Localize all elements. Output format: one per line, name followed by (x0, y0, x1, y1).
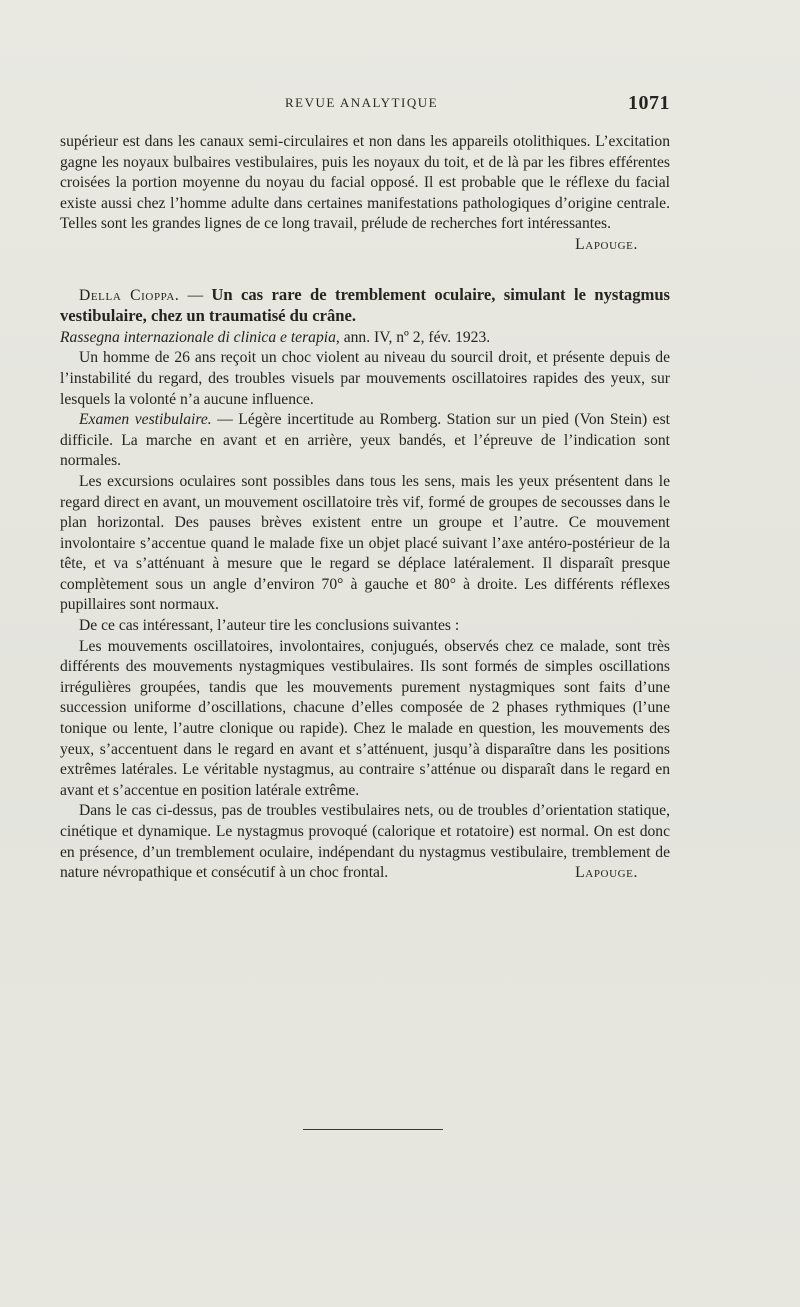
author-name: Della Cioppa. (79, 286, 180, 304)
continuation-paragraph: supérieur est dans les canaux semi-circulaires et non dans les appareils otolithiques. L’excitation gagne les noyaux bulbaires vestibulaires, puis les noyaux du toit, et de là par les fibres efférentes croisées la portion moyenne du noyau du facial opposé. Il est probable que le réflexe du facial existe aussi chez l’homme adulte dans certaines manifestations pathologiques d’origine centrale. Telles sont les grandes lignes de ce long travail, prélude de recherches fort intéressantes. (60, 133, 670, 233)
section-gap (60, 256, 670, 285)
running-head: REVUE ANALYTIQUE (285, 95, 439, 110)
paragraph-exam (60, 410, 670, 472)
summary-text: Dans le cas ci-dessus, pas de troubles vestibulaires nets, ou de troubles d’orientation statique, cinétique et dynamique. Le nystagmus provoqué (calorique et rotatoire) est normal. On est donc en présence, d’un tremblement oculaire, indépendant du nystagmus vestibulaire, tremblement de nature névropathique et consécutif à un choc frontal. (60, 802, 670, 882)
paragraph-movements: Les mouvements oscillatoires, involontaires, conjugués, observés chez ce malade, sont très différents des mouvements nystagmiques vestibulaires. Ils sont formés de simples oscillations irrégulières groupées, tandis que les mouvements purement nystagmiques sont faits d’une succession uniforme d’oscillations, chacune d’elles composée de 2 phases rythmiques (l’une tonique ou lente, l’autre clonique ou rapide). Chez le malade en question, les mouvements des yeux, s’accentuent dans le regard en avant et s’atténuent, jusqu’à disparaître dans les positions extrêmes latérales. Le véritable nystagmus, au contraire s’atténue ou disparaît dans le regard en avant et s’accentue en position latérale extrême. (60, 637, 670, 799)
signature-lapouge-1: Lapouge. (575, 235, 638, 253)
page-header (60, 92, 670, 118)
journal-citation: ann. IV, nº 2, fév. 1923. (339, 328, 491, 346)
paragraph-summary (60, 801, 670, 883)
journal-name: Rassegna internazionale di clinica e terapia, (60, 328, 340, 346)
article-title: Un cas rare de tremblement oculaire, simulant le nystagmus vestibulaire, chez un traumatisé du crâne. (60, 284, 671, 326)
signature-lapouge-2: Lapouge. (575, 864, 638, 882)
heading-dash: — (179, 286, 212, 304)
article-heading (60, 285, 670, 328)
end-rule (303, 1129, 443, 1130)
article-source (60, 328, 670, 349)
page-body (60, 132, 670, 884)
paragraph-conclusions-intro: De ce cas intéressant, l’auteur tire les conclusions suivantes : (79, 617, 460, 635)
paragraph-case: Un homme de 26 ans reçoit un choc violent au niveau du sourcil droit, et présente depuis de l’instabilité du regard, des troubles visuels par mouvements oscillatoires rapides des yeux, sur lesquels la volonté n’a aucune influence. (60, 349, 670, 408)
exam-text: — Légère incertitude au Romberg. Station sur un pied (Von Stein) est difficile. La marche en avant et en arrière, yeux bandés, et l’épreuve de l’indication sont normales. (60, 411, 671, 470)
page-number: 1071 (628, 92, 670, 114)
paragraph-excursions: Les excursions oculaires sont possibles dans tous les sens, mais les yeux présentent dans le regard direct en avant, un mouvement oscillatoire très vif, formé de groupes de secousses dans le plan horizontal. Des pauses brèves existent entre un groupe et l’autre. Ce mouvement involontaire s’accentue quand le malade fixe un objet placé suivant l’axe antéro-postérieur de la tête, et va s’atténuant à mesure que le regard se déplace latéralement. Il disparaît presque complètement sous un angle d’environ 70° à gauche et 80° à droite. Les différents réflexes pupillaires sont normaux. (60, 472, 670, 614)
exam-heading: Examen vestibulaire. (79, 411, 212, 429)
